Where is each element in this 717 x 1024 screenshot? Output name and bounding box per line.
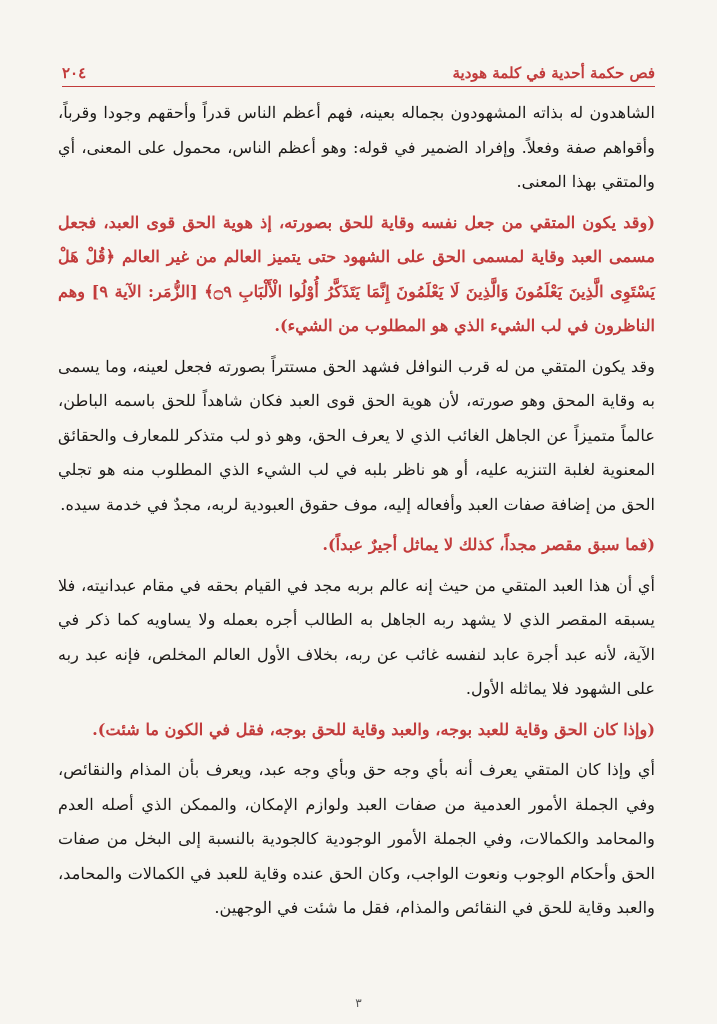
paragraph-quote: (وقد يكون المتقي من جعل نفسه وقاية للحق بصورته، إذ هوية الحق قوى العبد، فجعل مسمى العبد وقاية لمسمى الحق على الشهود حتى يتميز العالم من غير العالم ﴿قُلْ هَلْ يَسْتَوِى الَّذِينَ يَعْلَمُونَ وَالَّذِينَ لَا يَعْلَمُونَ إِنَّمَا يَتَذَكَّرُ أُوْلُوا الْأَلْبَابِ ۝٩﴾ [الزُّمَر: الآية ٩] وهم الناظرون في لب الشيء الذي هو المطلوب من الشيء). — [58, 212, 656, 335]
paragraph-commentary: وقد يكون المتقي من له قرب النوافل فشهد الحق مستتراً بصورته فجعل لعينه، وما يسمى به وقاية المحق وهو صورته، لأن هوية الحق قوى العبد فكان شاهداً للحق باسمه الباطن، عالماً متميزاً عن الجاهل الغائب الذي لا يعرف الحق، وهو ذو لب متذكر للمعارف والحقائق المعنوية لغلبة التنزيه عليه، أو هو ناظر بلبه في لب الشيء الذي المطلوب منه هو تجلي الحق من إضافة صفات العبد وأفعاله إليه، موف حقوق العبودية لربه، مجدٌ في خدمة سيده. — [58, 356, 655, 514]
signature-mark: ٣ — [355, 996, 362, 1010]
page-number: ٢٠٤ — [62, 64, 87, 82]
paragraph-commentary: الشاهدون له بذاته المشهودون بجماله بعينه، فهم أعظم الناس قدراً وأحقهم وجودا وقرباً، وأقواهم صفة وفعلاً. وإفراد الضمير في قوله: وهو أعظم الناس، محمول على المعنى، أي والمتقي بهذا المعنى. — [58, 103, 655, 191]
paragraph-quote: (فما سبق مقصر مجداً، كذلك لا يماثل أجيرٌ عبداً). — [322, 535, 655, 554]
header-divider — [62, 86, 655, 87]
page-body — [58, 96, 655, 932]
paragraph-commentary: أي وإذا كان المتقي يعرف أنه بأي وجه حق وبأي وجه عبد، ويعرف بأن المذام والنقائص، وفي الجملة الأمور العدمية من صفات العبد ولوازم الإمكان، والممكن الذي أصله العدم والمحامد والكمالات، وفي الجملة الأمور الوجودية كالجودية بالنسبة إلى البخل من صفات الحق وأحكام الوجوب ونعوت الواجب، وكان الحق عنده وقاية للعبد في الكمالات والمحامد، والعبد وقاية للحق في النقائص والمذام، فقل ما شئت في الوجهين. — [58, 760, 655, 917]
paragraph-quote: (وإذا كان الحق وقاية للعبد بوجه، والعبد وقاية للحق بوجه، فقل في الكون ما شئت). — [92, 719, 655, 739]
running-title: فص حكمة أحدية في كلمة هودية — [452, 64, 655, 82]
page-header — [62, 56, 655, 82]
paragraph-commentary: أي أن هذا العبد المتقي من حيث إنه عالم بربه مجد في القيام بحقه في مقام عبدانيته، فلا يسبقه المقصر الذي لا يشهد ربه الجاهل به الطالب أجره بعمله ولا يساويه كما ذكر في الآية، لأنه عبد أجرة عابد لنفسه غائب عن ربه، بخلاف الأول العالم المخلص، فإنه عبد ربه على الشهود فلا يماثله الأول. — [58, 575, 655, 698]
